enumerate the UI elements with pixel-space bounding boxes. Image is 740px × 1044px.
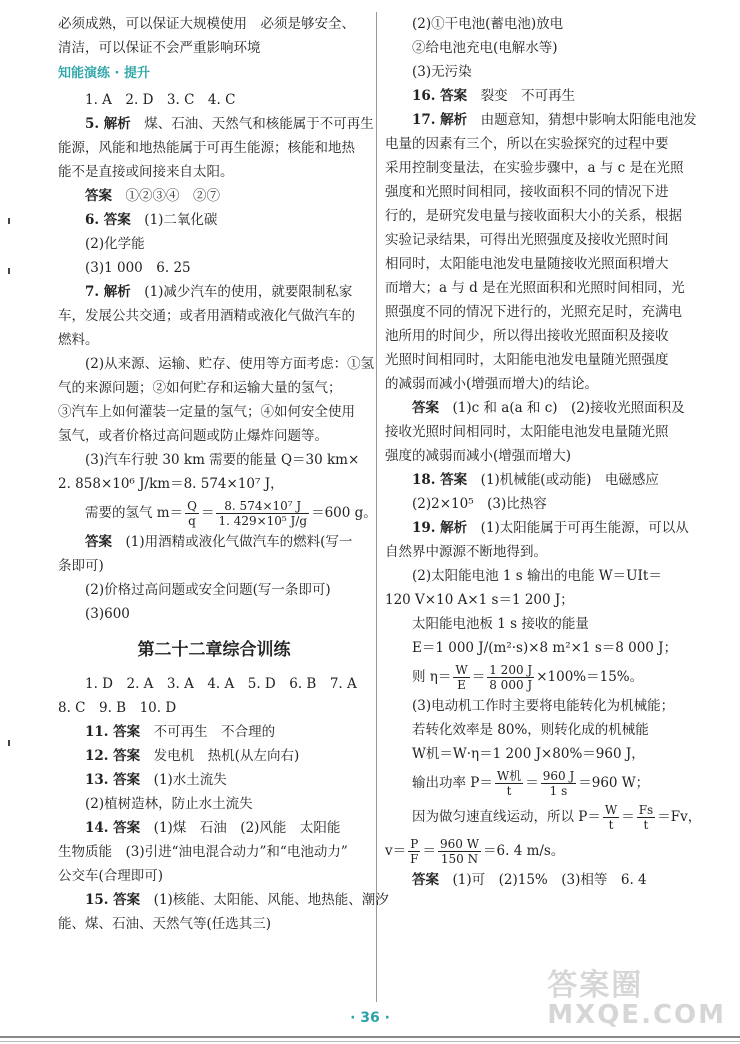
answer-line: 答案 ①②③④ ②⑦ [85, 188, 220, 204]
text-line: 相同时，太阳能电池发电量随接收光照面积增大 [385, 256, 669, 272]
answer-label: 15. 答案 [85, 892, 141, 908]
answer-label: 5. 解析 [85, 116, 131, 132]
equation-text: ＝6. 4 m/s。 [483, 843, 565, 859]
text-line: 17. 解析 由题意知，猜想中影响太阳能电池发 [412, 112, 697, 128]
denominator: E [457, 678, 466, 692]
answer-label: 答案 [85, 188, 112, 204]
fraction [453, 663, 469, 692]
answer-label: 答案 [85, 534, 112, 550]
equation-line: 因为做匀速直线运动，所以 P＝ $\frac{W}{t}$ ＝ $\frac{Fs}{t}$ ＝Fv， [412, 803, 702, 832]
equation-line: 需要的氢气 m＝ $\frac{Q}{q}$ ＝ $\frac{\text{8. 574×10⁷ J}}{\text{1. 429×10⁵ J/g}}$ ＝600 g。 [85, 499, 377, 528]
answer-label: 13. 答案 [85, 772, 141, 788]
text-line: ③汽车上如何灌装一定量的氢气；④如何安全使用 [58, 404, 355, 420]
denominator: F [410, 852, 419, 866]
margin-mark [8, 268, 10, 274]
answer-label: 11. 答案 [85, 724, 141, 740]
answer-label: 7. 解析 [85, 284, 131, 300]
denominator: t [506, 784, 512, 798]
denominator: 8 000 J [489, 678, 533, 692]
text-line: 接收光照时间相同时，太阳能电池发电量随光照 [385, 424, 669, 440]
answer-line: 15. 答案 (1)核能、太阳能、风能、地热能、潮汐 [85, 892, 389, 908]
fraction [541, 769, 577, 798]
text-line: (2)植树造林，防止水土流失 [85, 796, 253, 812]
text-line: 自然界中源源不断地得到。 [385, 544, 547, 560]
text-line: 5. 解析 煤、石油、天然气和核能属于不可再生 [85, 116, 374, 132]
answer-label: 16. 答案 [412, 88, 468, 104]
answer-line: 12. 答案 发电机 热机(从左向右) [85, 748, 300, 764]
equation-text: ＝600 g。 [311, 505, 377, 521]
text-line: 19. 解析 (1)太阳能属于可再生能源，可以从 [412, 520, 689, 536]
text-line: 太阳能电池板 1 s 接收的能量 [412, 616, 589, 632]
denominator: 1. 429×10⁵ J/g [218, 514, 308, 528]
numerator: 960 J [542, 769, 575, 783]
text-line: 能源，风能和地热能属于可再生能源；核能和地热 [58, 140, 355, 156]
denominator: q [188, 514, 196, 528]
answer-line: 1. A 2. D 3. C 4. C [85, 92, 236, 108]
text-line: 必须成熟，可以保证大规模使用 必须是够安全、 [58, 16, 355, 32]
text-line: 燃料。 [58, 332, 99, 348]
text-line: 电量的因素有三个，所以在实验探究的过程中要 [385, 136, 669, 152]
answer-line: 1. D 2. A 3. A 4. A 5. D 6. B 7. A [85, 676, 357, 692]
equation-line: 输出功率 P＝ $\frac{\text{W机}}{t}$ ＝ $\frac{960 J}{1 s}$ ＝960 W； [412, 769, 650, 798]
text-line: (3)汽车行驶 30 km 需要的能量 Q＝30 km× [85, 452, 360, 468]
equation-text: 输出功率 P＝ [412, 775, 493, 791]
text-line: (2)2×10⁵ (3)比热容 [412, 496, 547, 512]
text-line: 气的来源问题；②如何贮存和运输大量的氢气； [58, 380, 342, 396]
answer-line: 11. 答案 不可再生 不合理的 [85, 724, 276, 740]
text-line: 公交车(合理即可) [58, 868, 164, 884]
text-line: E＝1 000 J/(m²·s)×8 m²×1 s＝8 000 J； [412, 640, 678, 656]
fraction [637, 803, 655, 832]
fraction [603, 803, 619, 832]
equation-text: ＝Fv， [657, 809, 702, 825]
denominator: t [608, 818, 614, 832]
answer-line: 16. 答案 裂变 不可再生 [412, 88, 576, 104]
numerator: W [604, 803, 618, 817]
numerator: Q [187, 499, 197, 513]
equation-text: 需要的氢气 m＝ [85, 505, 184, 521]
text-line: 照强度不同的情况下进行的，光照充足时，充满电 [385, 304, 682, 320]
fraction [487, 663, 534, 692]
equation-line: 则 η＝ $\frac{W}{E}$ ＝ $\frac{1 200 J}{8 000 J}$ ×100%＝15%。 [412, 663, 644, 692]
fraction [438, 837, 481, 866]
numerator: 1 200 J [489, 663, 533, 677]
answer-label: 18. 答案 [412, 472, 468, 488]
answer-label: 19. 解析 [412, 520, 468, 536]
margin-mark [8, 218, 10, 224]
text-line: 条即可) [58, 558, 104, 574]
text-line: (2)化学能 [85, 236, 145, 252]
answer-label: 14. 答案 [85, 820, 141, 836]
answer-line: 8. C 9. B 10. D [58, 700, 177, 716]
text-line: 行的，是研究发电量与接收面积大小的关系，根据 [385, 208, 682, 224]
equation-text: 因为做匀速直线运动，所以 P＝ [412, 809, 601, 825]
text-line: 能不是直接或间接来自太阳。 [58, 164, 234, 180]
equation-text: ＝960 W； [578, 775, 650, 791]
answer-label: 17. 解析 [412, 112, 468, 128]
answer-line: 6. 答案 (1)二氧化碳 [85, 212, 218, 228]
page-number: · 36 · [350, 1010, 390, 1026]
equation-text: v＝ [385, 843, 407, 859]
text-line: 而增大；a 与 d 是在光照面积和光照时间相同，光 [385, 280, 685, 296]
text-line: 能、煤、石油、天然气等(任选其三) [58, 916, 272, 932]
equation-text: ×100%＝15%。 [536, 669, 644, 685]
text-line: 生物质能 (3)引进“油电混合动力”和“电池动力” [58, 844, 348, 860]
chapter-title: 第二十二章综合训练 [137, 640, 291, 660]
text-line: 氢气，或者价格过高问题或防止爆炸问题等。 [58, 428, 328, 444]
watermark-url: MXQE.COM [547, 1000, 726, 1030]
text-line: 的减弱而减小(增强而增大)的结论。 [385, 376, 599, 392]
denominator: 150 N [440, 852, 479, 866]
answer-line: 18. 答案 (1)机械能(或动能) 电磁感应 [412, 472, 659, 488]
answer-line: 14. 答案 (1)煤 石油 (2)风能 太阳能 [85, 820, 341, 836]
fraction [495, 769, 523, 798]
answer-label: 12. 答案 [85, 748, 141, 764]
text-line: (2)太阳能电池 1 s 输出的电能 W＝UIt＝ [412, 568, 662, 584]
text-line: 7. 解析 (1)减少汽车的使用，就要限制私家 [85, 284, 353, 300]
fraction [216, 499, 309, 528]
answer-line: 答案 (1)c 和 a(a 和 c) (2)接收光照面积及 [412, 400, 685, 416]
text-line: ②给电池充电(电解水等) [412, 40, 558, 56]
text-line: 实验记录结果，可得出光照强度及接收光照时间 [385, 232, 669, 248]
text-line: (3)电动机工作时主要将电能转化为机械能； [412, 698, 675, 714]
text-line: (2)①干电池(蓄电池)放电 [412, 16, 564, 32]
answer-label: 答案 [412, 400, 439, 416]
text-line: 光照时间相同时，太阳能电池发电量随光照强度 [385, 352, 669, 368]
numerator: W机 [496, 769, 522, 783]
text-line: (2)价格过高问题或安全问题(写一条即可) [85, 582, 331, 598]
answer-line: 答案 (1)用酒精或液化气做汽车的燃料(写一 [85, 534, 353, 550]
text-line: 强度的减弱而减小(增强而增大) [385, 448, 572, 464]
text-line: W机＝W·η＝1 200 J×80%＝960 J， [412, 746, 645, 762]
margin-mark [8, 740, 10, 746]
text-line: (3)无污染 [412, 64, 472, 80]
text-line: (2)从来源、运输、贮存、使用等方面考虑：①氢 [85, 356, 375, 372]
text-line: 2. 858×10⁶ J/km＝8. 574×10⁷ J， [58, 476, 284, 492]
answer-label: 答案 [412, 872, 439, 888]
fraction [185, 499, 199, 528]
answer-line: 13. 答案 (1)水土流失 [85, 772, 227, 788]
right-column [385, 12, 702, 892]
equation-line: v＝ $\frac{P}{F}$ ＝ $\frac{960 W}{150 N}$ ＝6. 4 m/s。 [385, 837, 565, 866]
equation-text: 则 η＝ [412, 669, 452, 685]
section-heading: 知能演练 · 提升 [58, 66, 150, 81]
numerator: 960 W [439, 837, 480, 851]
text-line: 池所用的时间少，所以得出接收光照面积及接收 [385, 328, 669, 344]
answer-label: 6. 答案 [85, 212, 131, 228]
text-line: (3)1 000 6. 25 [85, 260, 191, 276]
answer-line: 答案 (1)可 (2)15% (3)相等 6. 4 [412, 872, 647, 888]
numerator: P [408, 837, 420, 852]
fraction [408, 837, 420, 866]
watermark-text: 答案圈 [547, 968, 644, 1003]
text-line: 若转化效率是 80%，则转化成的机械能 [412, 722, 649, 738]
numerator: W [455, 663, 468, 677]
text-line: (3)600 [85, 606, 130, 622]
bottom-rule [0, 1036, 740, 1042]
text-line: 清洁，可以保证不会严重影响环境 [58, 40, 261, 56]
text-line: 车，发展公共交通；或者用酒精或液化气做汽车的 [58, 308, 355, 324]
denominator: 1 s [549, 784, 568, 798]
text-line: 采用控制变量法，在实验步骤中，a 与 c 是在光照 [385, 160, 684, 176]
text-line: 强度和光照时间相同，接收面积不同的情况下进 [385, 184, 669, 200]
watermark [547, 960, 726, 1030]
text-line: 120 V×10 A×1 s＝1 200 J； [385, 592, 574, 608]
numerator: Fs [638, 803, 654, 817]
left-column [58, 12, 389, 936]
denominator: t [643, 818, 649, 832]
numerator: 8. 574×10⁷ J [216, 499, 309, 514]
